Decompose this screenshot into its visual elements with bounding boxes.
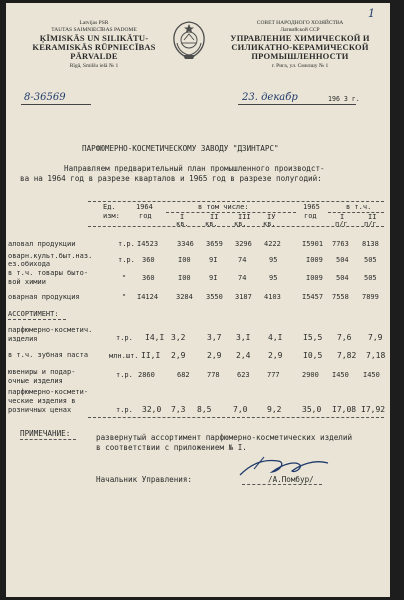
row-unit: т.р. xyxy=(116,334,133,342)
header-q1: I xyxy=(180,213,185,221)
row-value: II,I xyxy=(141,351,161,360)
header-including: в том числе: xyxy=(198,203,249,211)
row-value: 74 xyxy=(238,274,247,282)
row-value: 2,9 xyxy=(207,351,222,360)
row-value: 9,2 xyxy=(267,405,282,414)
row-value: I4124 xyxy=(137,293,159,301)
letterhead-right-line: ПРОМЫШЛЕННОСТИ xyxy=(251,51,349,61)
row-value: 504 xyxy=(336,256,349,264)
document-page xyxy=(6,3,390,597)
row-value: 2,9 xyxy=(171,351,186,360)
signer-name: /А.Помбур/ xyxy=(268,475,314,484)
signer-title: Начальник Управления: xyxy=(96,475,193,484)
row-value: 7558 xyxy=(332,293,349,301)
header-1965: 1965 xyxy=(303,203,320,211)
row-value: 2,4 xyxy=(236,351,251,360)
row-unit: " xyxy=(122,274,127,282)
row-value: I009 xyxy=(306,274,323,282)
row-value: 35,0 xyxy=(302,405,322,414)
row-value: 3,2 xyxy=(171,333,186,342)
row-name: парфюмерно-космети- xyxy=(8,388,89,396)
row-value: 7763 xyxy=(332,240,349,248)
row-unit: т.р. xyxy=(116,406,133,414)
header-q3: III xyxy=(238,213,251,221)
row-unit: т.р. xyxy=(118,256,135,264)
row-name: в т.ч. товары быто- xyxy=(8,269,89,277)
letterhead-right xyxy=(218,20,382,70)
row-name: парфюмерно-косметич. xyxy=(8,326,93,334)
header-kv-4: кв. xyxy=(263,220,276,228)
header-kv-3: кв. xyxy=(234,220,247,228)
row-value: 3187 xyxy=(235,293,252,301)
row-value: 7,82 xyxy=(337,351,357,360)
addressee: ПАРФЮМЕРНО-КОСМЕТИЧЕСКОМУ ЗАВОДУ "ДЗИНТАРС" xyxy=(82,144,279,153)
header-q2: II xyxy=(210,213,219,221)
row-value: 3,7 xyxy=(207,333,222,342)
row-name: оварн.культ.быт.наз. xyxy=(8,252,93,260)
letterhead-left-line: TAUTAS SAIMNIECĪBAS PADOME xyxy=(51,27,137,33)
letterhead-left-line: PĀRVALDE xyxy=(70,51,118,61)
header-unit: изм: xyxy=(103,212,120,220)
row-value: I5901 xyxy=(302,240,324,248)
row-value: 505 xyxy=(364,274,377,282)
header-1964: 1964 xyxy=(136,203,153,211)
row-value: 3284 xyxy=(176,293,193,301)
header-1964-year: год xyxy=(139,212,152,220)
row-name: оварная продукция xyxy=(8,293,80,301)
header-h2: II xyxy=(368,213,377,221)
row-value: 95 xyxy=(269,274,278,282)
note-line-2: в соответствии с приложением № I. xyxy=(96,443,247,452)
row-value: 7,0 xyxy=(233,405,248,414)
row-unit: " xyxy=(122,293,127,301)
row-value: 74 xyxy=(238,256,247,264)
row-value: I450 xyxy=(363,371,380,379)
row-value: I00 xyxy=(178,274,191,282)
row-value: I7,08 xyxy=(332,405,357,414)
row-value: 777 xyxy=(267,371,280,379)
row-value: I0,5 xyxy=(303,351,323,360)
row-value: I450 xyxy=(332,371,349,379)
row-value: 8138 xyxy=(362,240,379,248)
header-kv-2: кв. xyxy=(205,220,218,228)
letterhead-left-line: Rīgā, Smilšu ielā № 1 xyxy=(69,63,119,69)
letterhead-left-line: Latvijas PSR xyxy=(79,20,109,26)
row-value: 7,3 xyxy=(171,405,186,414)
letterhead-right-line: СИЛИКАТНО-КЕРАМИЧЕСКОЙ xyxy=(231,42,369,52)
table-top-rule xyxy=(88,201,384,202)
header-1965-year: год xyxy=(304,212,317,220)
ref-line xyxy=(21,104,91,105)
row-value: 360 xyxy=(142,274,155,282)
row-name: ез.обихода xyxy=(8,260,51,268)
intro-line-2: ва на 1964 год в разрезе кварталов и 1965 год в разрезе полугодий: xyxy=(20,174,322,183)
letterhead-left-line: ĶĪMISKĀS UN SILIKĀTU- xyxy=(39,33,149,43)
row-value: 3659 xyxy=(206,240,223,248)
row-value: 2860 xyxy=(138,371,155,379)
letterhead-right-line: Латвийской ССР xyxy=(280,27,320,33)
row-value: I5,5 xyxy=(303,333,323,342)
row-value: 778 xyxy=(207,371,220,379)
row-value: 2,9 xyxy=(268,351,283,360)
row-name: розничных ценах xyxy=(8,406,72,414)
header-including-2: в т.ч. xyxy=(346,203,372,211)
page-number: 1 xyxy=(368,7,375,20)
row-value: 682 xyxy=(177,371,190,379)
row-value: 3346 xyxy=(177,240,194,248)
row-value: 4,I xyxy=(268,333,283,342)
row-value: 505 xyxy=(364,256,377,264)
document-year: 196 3 г. xyxy=(328,95,360,103)
row-value: 7,18 xyxy=(366,351,386,360)
letterhead-right-line: СОВЕТ НАРОДНОГО ХОЗЯЙСТВА xyxy=(256,20,344,26)
reference-number: 8-36569 xyxy=(24,92,66,103)
row-name: вой химии xyxy=(8,278,46,286)
row-value: 8,5 xyxy=(197,405,212,414)
row-unit: т.р. xyxy=(118,240,135,248)
row-value: 7899 xyxy=(362,293,379,301)
row-value: 4222 xyxy=(264,240,281,248)
row-name: ческие изделия в xyxy=(8,397,76,405)
signature-rule xyxy=(242,484,322,485)
header-pg-1: п/г xyxy=(335,220,348,228)
intro-line-1: Направляем предварительный план промышленного производст- xyxy=(64,164,325,173)
row-value: I00 xyxy=(178,256,191,264)
row-value: 32,0 xyxy=(142,405,162,414)
row-value: 7,9 xyxy=(368,333,383,342)
document-date: 23. декабр xyxy=(242,92,298,103)
row-value: 3550 xyxy=(206,293,223,301)
note-label: ПРИМЕЧАНИЕ: xyxy=(20,429,71,438)
row-value: 9I xyxy=(209,256,218,264)
row-value: I7,92 xyxy=(361,405,386,414)
header-unit: Ед. xyxy=(103,203,116,211)
row-value: I4,I xyxy=(145,333,165,342)
row-name: ювениры и подар- xyxy=(8,368,76,376)
row-value: I5457 xyxy=(302,293,324,301)
quarters-rule xyxy=(166,212,296,213)
row-name: в т.ч. зубная паста xyxy=(8,351,89,359)
row-value: 360 xyxy=(142,256,155,264)
row-name: очные изделия xyxy=(8,377,63,385)
header-q4: IУ xyxy=(267,213,276,221)
row-name: изделия xyxy=(8,335,38,343)
row-value: 95 xyxy=(269,256,278,264)
letterhead-right-line: г. Рига, ул. Смилшу № 1 xyxy=(271,63,329,69)
note-underline xyxy=(20,439,76,440)
row-value: 9I xyxy=(209,274,218,282)
row-unit: т.р. xyxy=(116,371,133,379)
header-pg-2: п/г xyxy=(364,220,377,228)
row-value: 504 xyxy=(336,274,349,282)
row-value: 3,I xyxy=(236,333,251,342)
date-line xyxy=(238,104,356,105)
assortment-heading: АССОРТИМЕНТ: xyxy=(8,310,59,318)
row-value: 3296 xyxy=(235,240,252,248)
letterhead-left xyxy=(18,20,170,70)
letterhead-right-line: УПРАВЛЕНИЕ ХИМИЧЕСКОЙ И xyxy=(230,33,370,43)
row-value: 623 xyxy=(237,371,250,379)
row-unit: млн.шт. xyxy=(109,352,139,360)
table-bottom-rule xyxy=(88,417,384,418)
letterhead-left-line: KERAMISKĀS RŪPNIECĪBAS xyxy=(32,42,156,52)
header-kv-1: кв. xyxy=(176,220,189,228)
row-value: I4523 xyxy=(137,240,159,248)
row-value: I009 xyxy=(306,256,323,264)
row-value: 4103 xyxy=(264,293,281,301)
header-h1: I xyxy=(340,213,345,221)
state-emblem-icon xyxy=(170,19,208,61)
row-name: аловал продукции xyxy=(8,240,76,248)
row-value: 2900 xyxy=(302,371,319,379)
row-value: 7,6 xyxy=(337,333,352,342)
note-line-1: развернутый ассортимент парфюмерно-косметических изделий xyxy=(96,433,353,442)
assortment-rule xyxy=(8,319,66,320)
